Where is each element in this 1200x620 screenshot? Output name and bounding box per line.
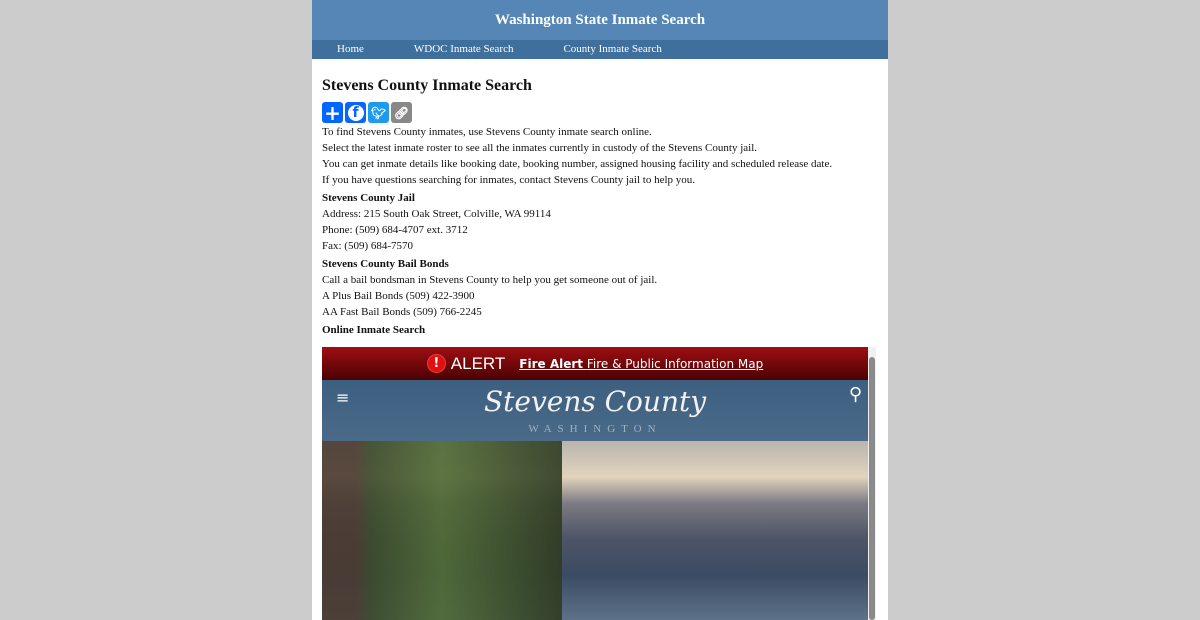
link-icon[interactable]: 🔗︎ [391, 102, 412, 123]
bail-item: AA Fast Bail Bonds (509) 766-2245 [322, 306, 482, 318]
alert-label: ALERT [450, 353, 506, 373]
alert-icon: ! [427, 354, 446, 373]
landscape-photo [322, 441, 868, 620]
county-banner [322, 380, 868, 441]
site-header: Washington State Inmate Search [312, 0, 888, 40]
county-logo-subtitle: WASHINGTON [528, 423, 662, 435]
alert-bar [322, 347, 868, 380]
county-logo[interactable]: Stevens County [483, 385, 707, 418]
page-title: Stevens County Inmate Search [322, 77, 532, 94]
bail-text: Call a bail bondsman in Stevens County to help you get someone out of jail. [322, 274, 658, 286]
intro-line: If you have questions searching for inmates, contact Stevens County jail to help you. [322, 174, 696, 186]
online-search-heading: Online Inmate Search [322, 324, 426, 336]
twitter-icon[interactable]: 🐦︎ [368, 102, 389, 123]
jail-fax: Fax: (509) 684-7570 [322, 240, 414, 252]
jail-heading: Stevens County Jail [322, 192, 415, 204]
jail-phone: Phone: (509) 684-4707 ext. 3712 [322, 224, 468, 236]
fire-alert-link[interactable]: Fire Alert Fire & Public Information Map [519, 356, 764, 371]
facebook-icon[interactable]: f [345, 102, 366, 123]
bail-item: A Plus Bail Bonds (509) 422-3900 [322, 290, 475, 302]
nav-home[interactable]: Home [337, 43, 364, 55]
trees-overlay [322, 441, 562, 620]
search-icon[interactable]: ⚲ [848, 384, 862, 405]
nav-county-inmate-search[interactable]: County Inmate Search [563, 43, 662, 55]
nav-bar [312, 40, 888, 59]
intro-line: You can get inmate details like booking date, booking number, assigned housing facility and scheduled release date. [322, 158, 833, 170]
bail-heading: Stevens County Bail Bonds [322, 258, 449, 270]
nav-wdoc-inmate-search[interactable]: WDOC Inmate Search [413, 43, 514, 55]
plus-icon[interactable]: + [322, 102, 343, 123]
scrollbar-thumb[interactable] [869, 357, 875, 620]
embedded-county-site[interactable] [322, 347, 868, 620]
jail-address: Address: 215 South Oak Street, Colville, WA 99114 [322, 208, 551, 220]
intro-line: Select the latest inmate roster to see all the inmates currently in custody of the Stevens County jail. [322, 142, 757, 154]
page-container [312, 0, 888, 620]
share-buttons [322, 102, 878, 123]
menu-icon[interactable]: ≡ [336, 388, 350, 407]
intro-line: To find Stevens County inmates, use Stevens County inmate search online. [322, 126, 652, 138]
iframe-scrollbar[interactable] [868, 347, 876, 620]
